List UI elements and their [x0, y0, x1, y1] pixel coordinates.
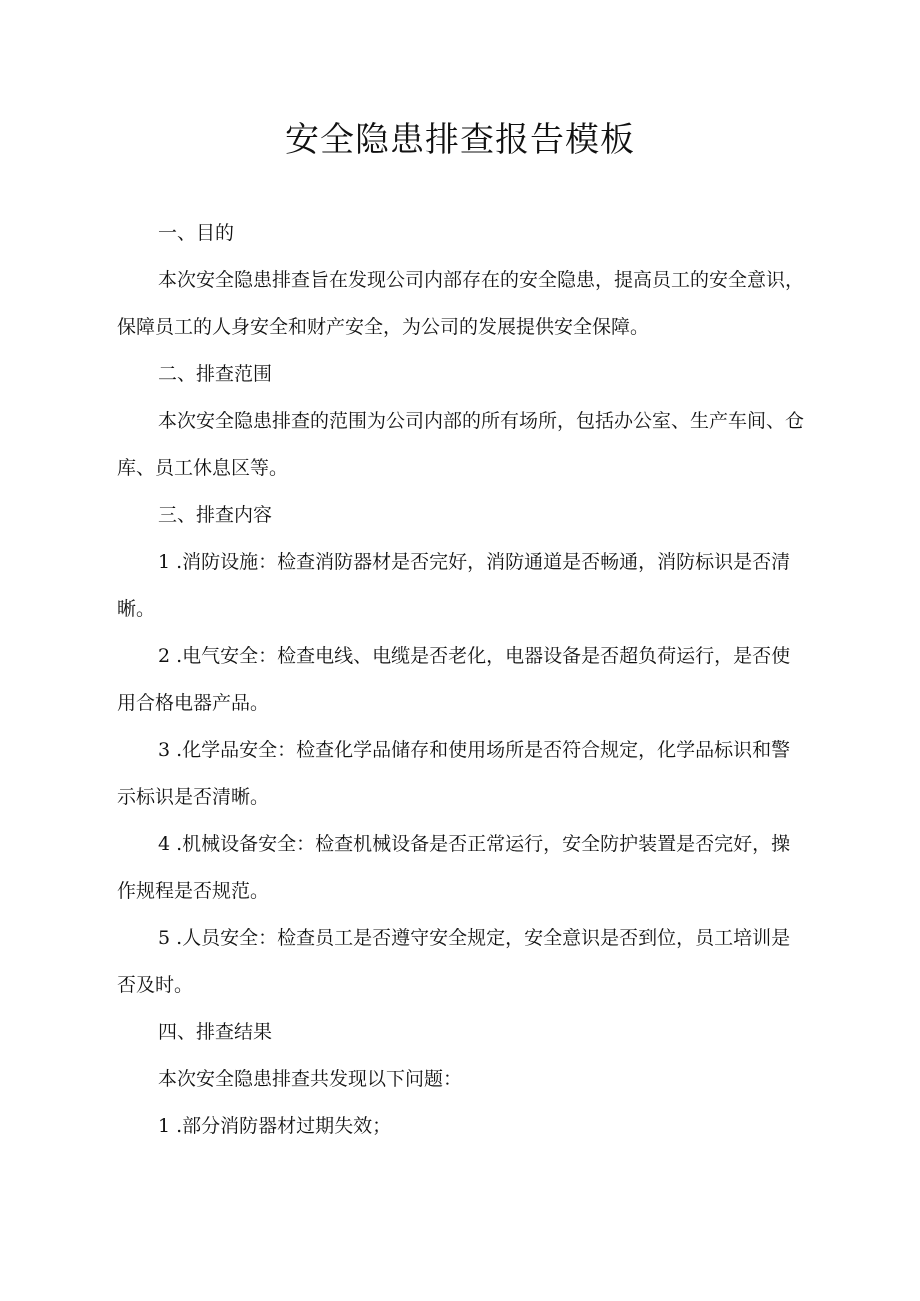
document-body — [117, 210, 817, 1150]
document-title: 安全隐患排查报告模板 — [285, 120, 635, 160]
list-item-text: .消防设施：检查消防器材是否完好，消防通道是否畅通，消防标识是否清晰。 — [117, 551, 791, 620]
list-item — [117, 1103, 817, 1150]
list-item — [117, 633, 797, 727]
list-item — [117, 539, 797, 633]
paragraph-purpose: 本次安全隐患排查旨在发现公司内部存在的安全隐患，提高员工的安全意识，保障员工的人身安全和财产安全，为公司的发展提供安全保障。 — [117, 269, 805, 338]
list-item-number: 4 — [158, 833, 171, 855]
paragraph-results: 本次安全隐患排查共发现以下问题： — [158, 1068, 463, 1090]
list-item-text: .机械设备安全：检查机械设备是否正常运行，安全防护装置是否完好，操作规程是否规范。 — [117, 833, 791, 902]
section-heading-scope: 二、排查范围 — [158, 363, 273, 385]
list-item-number: 1 — [158, 551, 171, 573]
list-item — [117, 727, 797, 821]
list-item-text: .电气安全：检查电线、电缆是否老化，电器设备是否超负荷运行，是否使用合格电器产品。 — [117, 645, 791, 714]
list-item-number: 1 — [158, 1115, 171, 1137]
section-heading-purpose: 一、目的 — [158, 222, 235, 244]
paragraph-scope: 本次安全隐患排查的范围为公司内部的所有场所，包括办公室、生产车间、仓库、员工休息区等。 — [117, 410, 805, 479]
list-item-text: .化学品安全：检查化学品储存和使用场所是否符合规定，化学品标识和警示标识是否清晰。 — [117, 739, 791, 808]
section-heading-results: 四、排查结果 — [158, 1021, 273, 1043]
list-item-number: 2 — [158, 645, 171, 667]
list-item-text: .部分消防器材过期失效； — [176, 1115, 392, 1137]
list-item — [117, 915, 797, 1009]
list-item-text: .人员安全：检查员工是否遵守安全规定，安全意识是否到位，员工培训是否及时。 — [117, 927, 791, 996]
section-heading-content: 三、排查内容 — [158, 504, 273, 526]
list-item-number: 5 — [158, 927, 171, 949]
list-item — [117, 821, 797, 915]
list-item-number: 3 — [158, 739, 171, 761]
